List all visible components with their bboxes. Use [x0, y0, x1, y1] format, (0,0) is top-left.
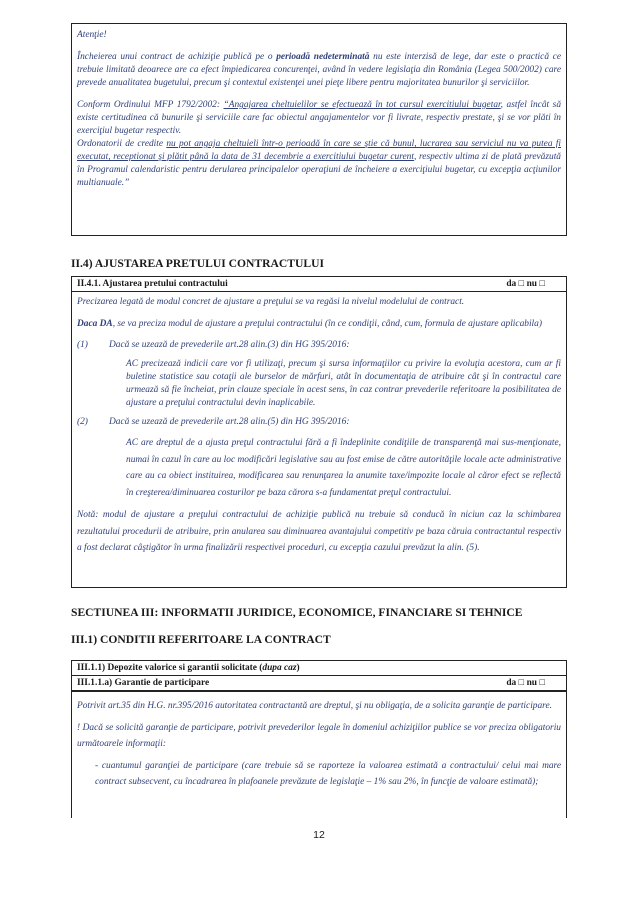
list-item-2-body: AC are dreptul de a ajusta preţul contractului fără a fi îndeplinite condiţiile de transparenţă mai sus-menţionate, numai în cazul în care au loc modificări legislative sau au fost emise de către autorităţile locale acte administrative care au ca obiect instituirea, modificarea sau renunţarea la anumite taxe/impozite locale al căror efect se reflectă în creşterea/diminuarea costurilor pe baza cărora s-a fundamentat preţul contractului. — [126, 438, 561, 498]
price-adjustment-row — [72, 277, 566, 292]
page-number: 12 — [313, 829, 325, 841]
attention-paragraph-3: Ordonatorii de credite nu pot angaja cheltuieli într-o perioadă în care se ştie că bunul, lucrarea sau serviciul nu va putea fi executat, receptionat şi plătit până la data de 31 decembrie a exercitiului bugetar curent, respectiv ultima zi de plată prevăzută în Programul calendaristic pentru derularea principalelor operaţiuni de încheiere a exerciţiului bugetar, cu excepţia acţiunilor multianuale.” — [77, 139, 562, 188]
price-adjustment-note: Notă: modul de ajustare a preţului contractului de achiziţie publică nu trebuie să conducă în niciun caz la schimbarea rezultatului procedurii de atribuire, prin anularea sau diminuarea avantajului competitiv pe baza căruia contractantul respectiv a fost declarat câştigător în urma finalizării respectivei proceduri, cu excepţia cazului prevăzut la alin. (5). — [77, 510, 561, 553]
guarantee-paragraph-2: ! Dacă se solicită garanţie de participare, potrivit prevederilor legale în domeniul achiziţiilor publice se vor preciza obligatoriu următoarele informaţii: — [77, 723, 561, 749]
list-item-1: (1) Dacă se uzează de prevederile art.28 alin.(3) din HG 395/2016: — [77, 340, 350, 350]
participation-guarantee-label: III.1.1.a) Garantie de participare — [77, 678, 210, 688]
attention-box — [71, 23, 567, 236]
list-item-1-body: AC precizează indicii care vor fi utilizaţi, precum şi sursa informaţiilor cu privire la evoluţia acestora, cum ar fi buletine statistice sau cotaţii ale burselor de mărfuri, atât în documentaţia de atribuire cât şi în contractul care urmează să fie încheiat, prin clauze speciale în acest sens, în caz contrar prevederile referitoare la posibilitatea de ajustare a preţului contractului devin inaplicabile. — [126, 359, 561, 408]
price-adjustment-options: da □ nu □ — [506, 279, 545, 289]
guarantee-paragraph-1: Potrivit art.35 din H.G. nr.395/2016 autoritatea contractantă are dreptul, şi nu obligaţia, de a solicita garanţie de participare. — [77, 701, 552, 711]
section-heading-iii1: III.1) CONDITII REFERITOARE LA CONTRACT — [71, 633, 331, 646]
guarantees-box — [71, 660, 567, 818]
section-heading-ii4: II.4) AJUSTAREA PRETULUI CONTRACTULUI — [71, 257, 324, 270]
guarantee-paragraph-3: - cuantumul garanţiei de participare (care trebuie să se raporteze la valoarea estimată a contractului/ celui mai mare contract subsecvent, cu încadrarea în plafoanele prevăzute de legislaţie – 1% sau 2%, în funcţie de valoare estimată); — [95, 761, 561, 787]
price-adjustment-box — [71, 276, 567, 588]
price-adjustment-label: II.4.1. Ajustarea pretului contractului — [77, 279, 228, 289]
attention-paragraph-1: Încheierea unui contract de achiziţie publică pe o perioadă nedeterminată nu este interzisă de lege, dar este o practică ce trebuie limitată deoarece are ca efect împiedicarea concurenţei, având în vedere legislaţia din România (Legea 500/2002) care prevede anualitatea bugetului, precum şi contextul existenţei unei pieţe libere pentru majoritatea bunurilor şi serviciilor. — [77, 52, 561, 88]
price-adjustment-if-yes: Daca DA, se va preciza modul de ajustare a preţului contractului (în ce condiţii, când, cum, formula de ajustare aplicabila) — [77, 319, 542, 329]
participation-guarantee-options: da □ nu □ — [506, 678, 545, 688]
price-adjustment-intro: Precizarea legată de modul concret de ajustare a preţului se va regăsi la nivelul modelului de contract. — [77, 297, 465, 307]
list-item-2: (2) Dacă se uzează de prevederile art.28 alin.(5) din HG 395/2016: — [77, 417, 350, 427]
guarantees-row: III.1.1) Depozite valorice si garantii solicitate ( dupa caz ) — [72, 661, 566, 676]
attention-paragraph-2: Conform Ordinului MFP 1792/2002: “Angajarea cheltuielilor se efectuează în tot cursul exercitiului bugetar, astfel încât să existe certitudinea că bunurile şi serviciile care fac obiectul angajamentelor vor fi livrate, respectiv prestate, şi se vor plăti în exerciţiul bugetar respectiv. — [77, 100, 562, 136]
section-heading-iii: SECTIUNEA III: INFORMATII JURIDICE, ECONOMICE, FINANCIARE SI TEHNICE — [71, 606, 523, 619]
participation-guarantee-row — [72, 676, 566, 692]
attention-title: Atenţie! — [77, 30, 107, 40]
